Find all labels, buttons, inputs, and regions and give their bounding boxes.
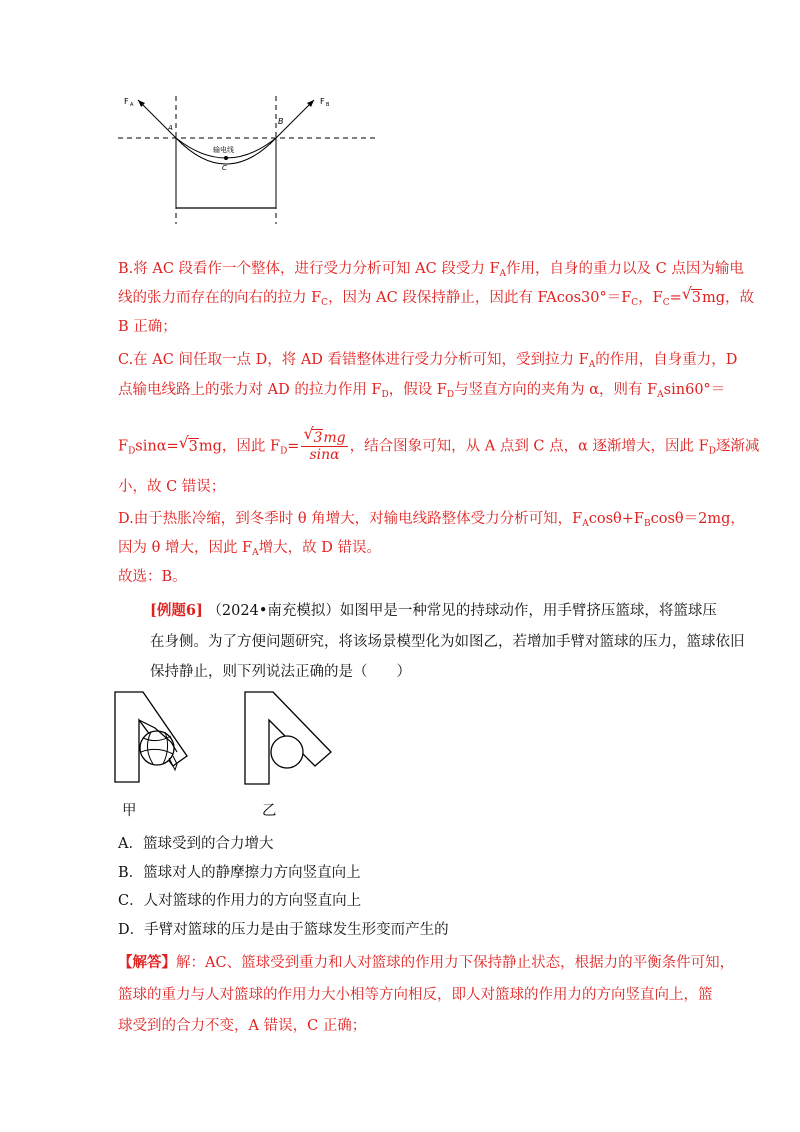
option-c-line-1: C.在 AC 间任取一点 D，将 AD 看错整体进行受力分析可知，受到拉力 $F_A$的作用，自身重力，D (118, 352, 738, 370)
label-wire: 输电线 (213, 146, 234, 154)
option-c: C．人对篮球的作用力的方向竖直向上 (118, 893, 362, 909)
label-fa-sub: A (130, 102, 134, 108)
example-tag: [例题6] (150, 602, 203, 619)
example-6-line-1: [例题6] （2024•南充模拟）如图甲是一种常见的持球动作，用手臂挤压篮球，将篮球压 (150, 602, 717, 619)
sqrt-symbol: √ 3 (681, 284, 702, 306)
option-d: D．手臂对篮球的压力是由于篮球发生形变而产生的 (118, 922, 449, 938)
example-6-line-3: 保持静止，则下列说法正确的是（ ） (150, 664, 411, 680)
label-fb-sub: B (326, 102, 330, 108)
option-b-line-1: B.将 AC 段看作一个整体，进行受力分析可知 AC 段受力 $F_A$作用，自身的重力以及 C 点因为输电 (118, 261, 744, 279)
answer-tag: 【解答】 (118, 954, 176, 971)
answer-line-2: 篮球的重力与人对篮球的作用力大小相等方向相反，即人对篮球的作用力的方向竖直向上，篮 (118, 987, 713, 1003)
option-c-line-3: $F_D\sin\alpha=$ √ 3mg，因此 $F_D=$ √ 3mg sinα ，结合图象可知，从 A 点到 C 点，α 逐渐增大，因此 $F_D$逐渐减 (118, 424, 760, 463)
example-6-line-2: 在身侧。为了方便问题研究，将该场景模型化为如图乙，若增加手臂对篮球的压力，篮球依旧 (150, 634, 745, 650)
option-c-line-4: 小，故 C 错误； (118, 479, 226, 495)
option-b-line-2: 线的张力而存在的向右的拉力 $F_C$，因为 AC 段保持静止，因此有 $FAcos30^\circ=F_C$，$F_C=$ √ 3mg，故 (118, 284, 755, 308)
option-d-line-1: D.由于热胀冷缩，到冬季时 θ 角增大，对输电线路整体受力分析可知，$F_A\cos\theta+F_B\cos\theta=2mg$， (118, 511, 745, 529)
figure-label-yi: 乙 (262, 803, 277, 819)
label-b: B (278, 117, 284, 126)
option-b: B．篮球对人的静摩擦力方向竖直向上 (118, 865, 361, 881)
figure-label-jia: 甲 (122, 803, 137, 819)
answer-line: 故选：B。 (118, 569, 187, 585)
label-c: C (222, 164, 227, 172)
figure-jia (113, 690, 203, 790)
power-line-figure (118, 90, 378, 230)
answer-line-1: 【解答】解：AC、篮球受到重力和人对篮球的作用力下保持静止状态，根据力的平衡条件可知， (118, 954, 735, 971)
label-fb: F (320, 97, 325, 106)
fraction: √ 3mg sinα (303, 424, 346, 463)
option-d-line-2: 因为 θ 增大，因此 $F_A$增大，故 D 错误。 (118, 540, 381, 558)
sqrt-symbol: √ 3 (178, 432, 198, 455)
label-a: A (168, 124, 173, 132)
option-b-line-3: B 正确； (118, 319, 177, 335)
answer-line-3: 球受到的合力不变，A 错误，C 正确； (118, 1018, 367, 1034)
option-c-line-2: 点输电线路上的张力对 AD 的拉力作用 $F_D$，假设 $F_D$与竖直方向的夹角为 α，则有 $F_A\sin 60^\circ=$ (118, 382, 726, 400)
option-a: A．篮球受到的合力增大 (118, 836, 274, 852)
figure-yi (243, 690, 343, 790)
label-fa: F (124, 97, 129, 106)
